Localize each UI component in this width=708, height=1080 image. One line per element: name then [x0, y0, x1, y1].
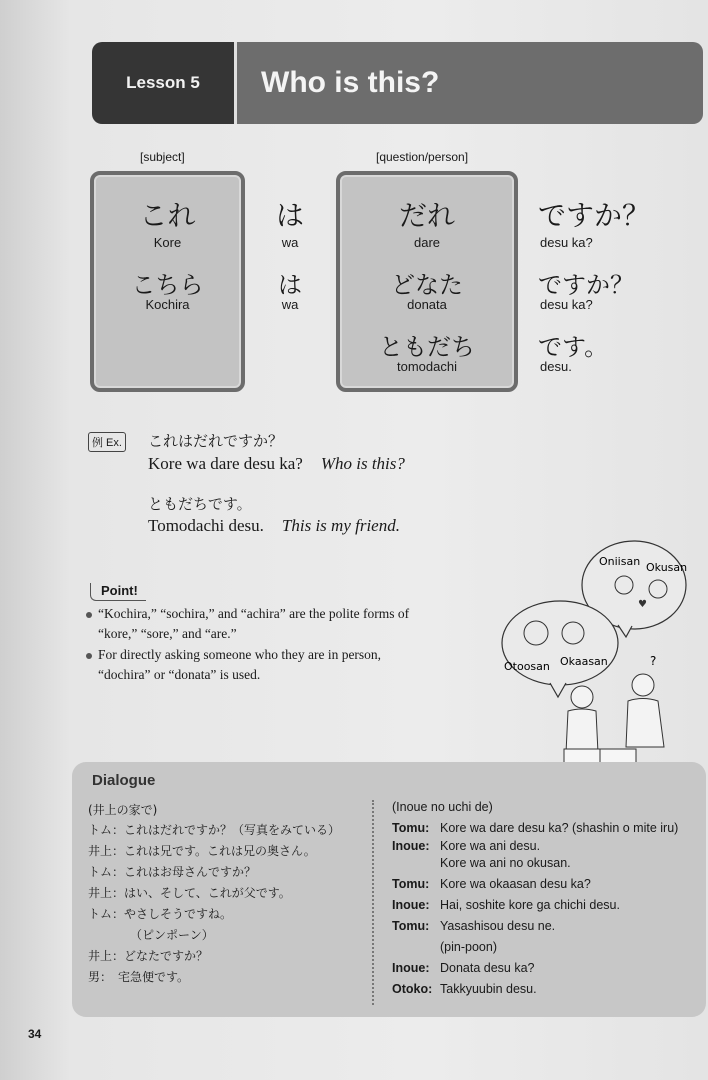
illus-question: ?	[650, 654, 657, 668]
example-2-english: This is my friend.	[281, 516, 400, 535]
dialogue-ro-line: Tomu: Kore wa dare desu ka? (shashin o mite iru)	[392, 821, 679, 835]
dialogue-divider	[372, 800, 374, 1005]
illus-oniisan: Oniisan	[599, 555, 641, 568]
example-2-romaji: Tomodachi desu.	[148, 516, 264, 535]
dialogue-ro-line: Kore wa ani no okusan.	[440, 856, 571, 870]
subject-jp-1: これ	[139, 199, 196, 232]
dialogue-jp-line: トム：これはだれですか？（写真をみている）	[88, 823, 341, 837]
example-1-english: Who is this?	[320, 454, 405, 473]
dialogue-jp-line: (井上の家で)	[88, 803, 158, 817]
dialogue-ro-line: Inoue: Kore wa ani desu.	[392, 839, 541, 853]
speaker: Otoko:	[392, 982, 433, 996]
point-2a: For directly asking someone who they are in person,	[98, 647, 382, 662]
heart-icon: ♥	[638, 599, 647, 610]
dialogue-ro-line: (pin-poon)	[440, 940, 497, 954]
question-jp-3: ともだち	[379, 333, 475, 361]
point-1a: “Kochira,” “sochira,” and “achira” are the polite forms of	[98, 606, 410, 621]
question-jp-2: どなた	[391, 271, 463, 299]
speaker: Inoue:	[392, 898, 430, 912]
lesson-number: Lesson 5	[92, 42, 237, 124]
point-bullet-2-cont: “dochira” or “donata” is used.	[98, 667, 261, 682]
question-label: [question/person]	[376, 150, 469, 164]
speaker: Tomu:	[392, 821, 430, 835]
example-1-romaji: Kore wa dare desu ka?	[148, 454, 303, 473]
bullet-dot-icon	[86, 612, 92, 618]
example-2-line	[148, 516, 400, 536]
dialogue-jp-line: 井上：どなたですか？	[88, 949, 209, 963]
ending-jp-3: です。	[538, 333, 609, 361]
dialogue-title: Dialogue	[92, 772, 156, 789]
ending-ro-3: desu.	[540, 359, 572, 374]
dialogue-jp-line: 男： 宅急便です。	[88, 970, 190, 984]
bullet-dot-icon	[86, 653, 92, 659]
subject-jp-2: こちら	[131, 271, 204, 299]
dialogue-ro-line: (Inoue no uchi de)	[392, 800, 493, 814]
family-photo-illustration	[498, 525, 688, 795]
illus-okusan: Okusan	[646, 561, 688, 574]
illus-okaasan: Okaasan	[560, 655, 608, 668]
lesson-title: Who is this?	[237, 42, 703, 124]
dialogue-jp-line: （ピンポーン）	[130, 928, 214, 942]
dialogue-ro-line: Tomu: Kore wa okaasan desu ka?	[392, 877, 591, 891]
particle-jp-2: は	[278, 271, 302, 299]
subject-ro-2: Kochira	[145, 297, 190, 312]
particle-jp-1: は	[275, 199, 304, 232]
question-jp-1: だれ	[398, 199, 455, 232]
dialogue-jp-line: トム：やさしそうですね。	[88, 907, 233, 921]
example-1-line	[148, 454, 405, 474]
dialogue-ro-line: Inoue: Donata desu ka?	[392, 961, 535, 975]
subject-ro-1: Kore	[153, 235, 182, 250]
speaker: Inoue:	[392, 961, 430, 975]
point-bullet-2	[86, 645, 381, 665]
speaker: Tomu:	[392, 919, 430, 933]
dialogue-ro-line: Otoko: Takkyuubin desu.	[392, 982, 537, 996]
ending-jp-2: ですか？	[538, 271, 634, 299]
dialogue-jp-line: トム：これはお母さんですか？	[88, 865, 257, 879]
example-tag: 例 Ex.	[88, 432, 126, 452]
illus-otoosan: Otoosan	[504, 660, 550, 673]
question-ro-2: donata	[407, 297, 447, 312]
question-ro-1: dare	[413, 235, 441, 250]
ending-ro-1: desu ka?	[540, 235, 593, 250]
ending-ro-2: desu ka?	[540, 297, 593, 312]
ending-jp-1: ですか？	[538, 199, 651, 232]
example-2-jp: ともだちです。	[148, 495, 252, 513]
lesson-header	[92, 42, 703, 124]
dialogue-jp-line: 井上：これは兄です。これは兄の奥さん。	[88, 844, 316, 858]
example-1-jp: これはだれですか？	[148, 432, 284, 450]
dialogue-ro-line: Inoue: Hai, soshite kore ga chichi desu.	[392, 898, 620, 912]
point-bullet-1	[86, 604, 409, 624]
dialogue-jp-line: 井上：はい、そして、これが父です。	[88, 886, 291, 900]
speaker: Inoue:	[392, 839, 430, 853]
question-ro-3: tomodachi	[397, 359, 457, 374]
page-number: 34	[28, 1027, 42, 1041]
dialogue-ro-line: Tomu: Yasashisou desu ne.	[392, 919, 556, 933]
particle-ro-2: wa	[281, 297, 299, 312]
point-bullet-1-cont: “kore,” “sore,” and “are.”	[98, 626, 237, 641]
dialogue-panel	[72, 762, 706, 1017]
subject-label: [subject]	[140, 150, 185, 164]
particle-ro-1: wa	[281, 235, 299, 250]
point-tag: Point!	[90, 583, 146, 601]
speaker: Tomu:	[392, 877, 430, 891]
